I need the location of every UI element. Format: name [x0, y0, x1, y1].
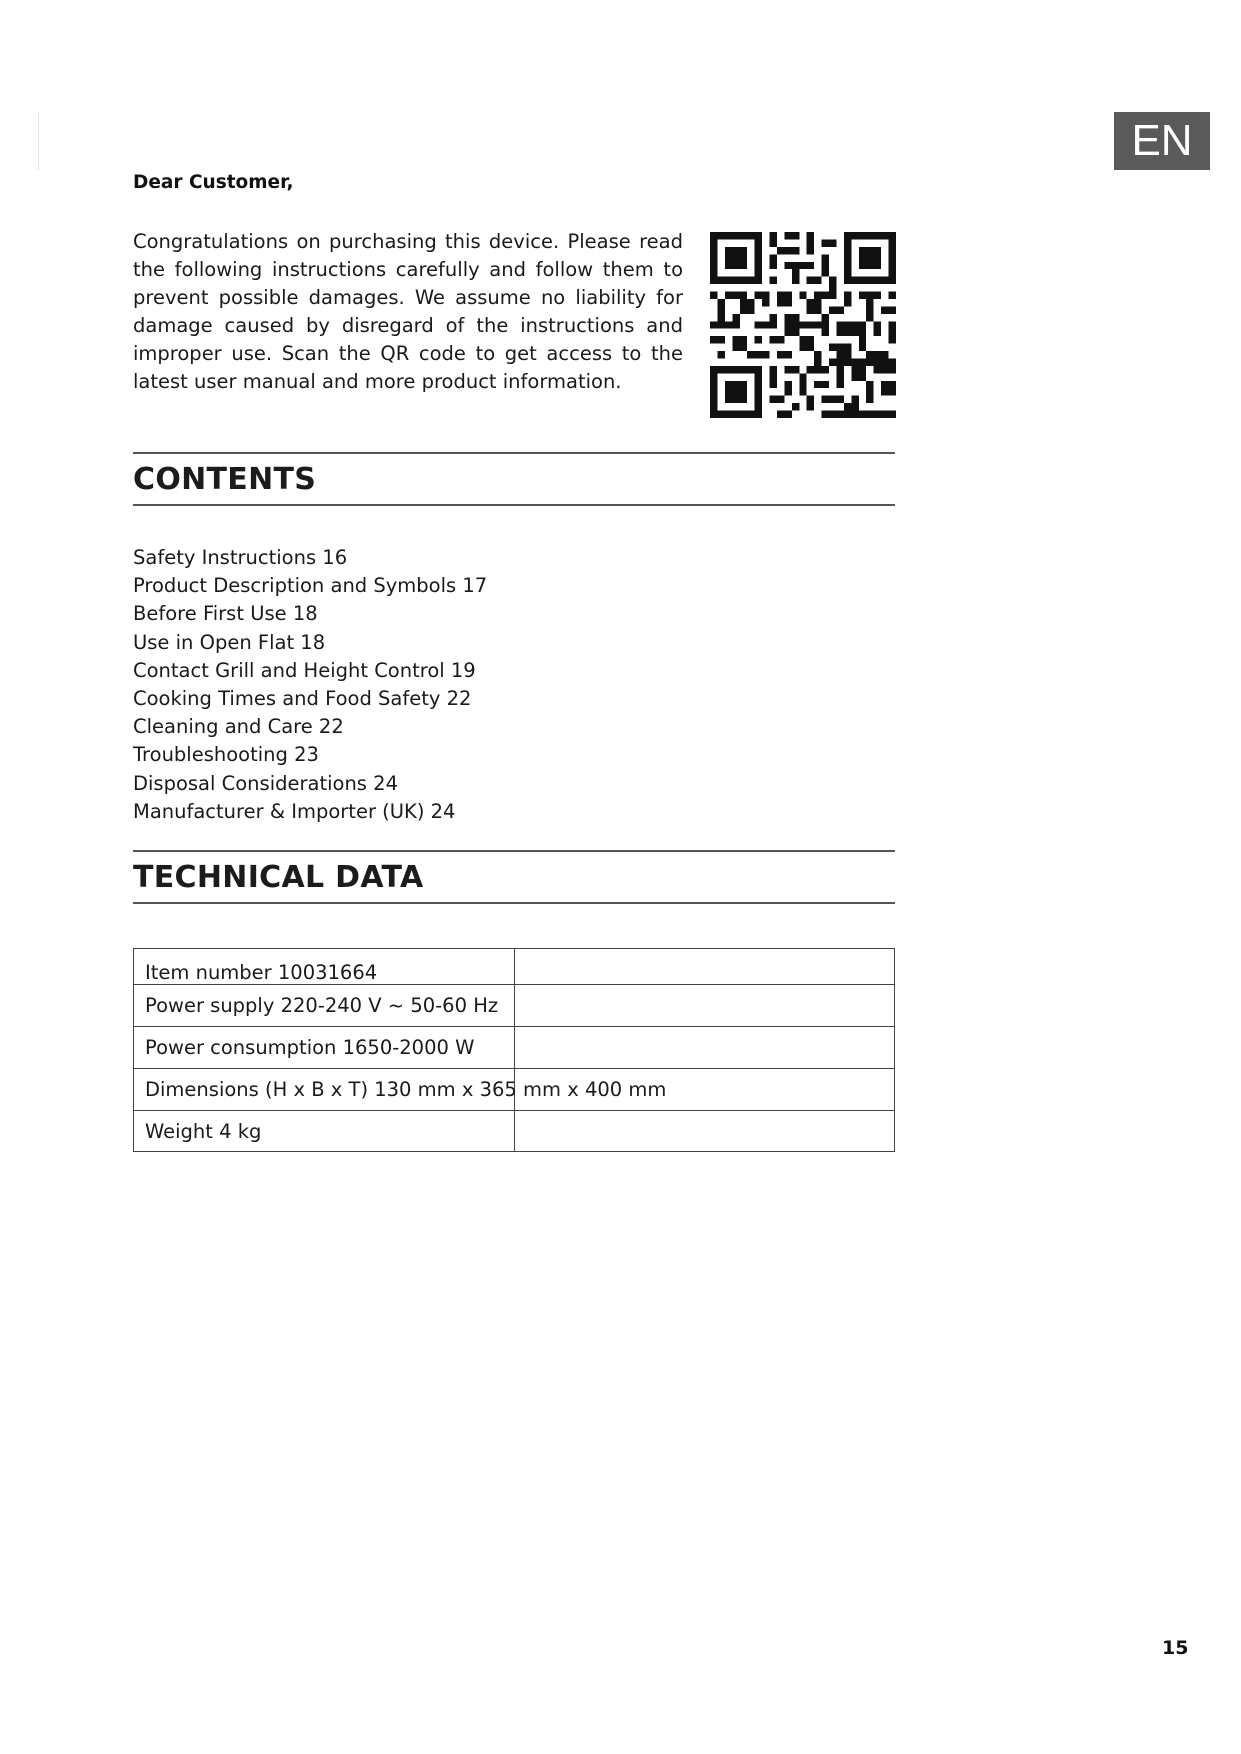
toc-item[interactable]: Manufacturer & Importer (UK) 24 [133, 799, 456, 823]
contents-list [133, 544, 487, 826]
toc-item[interactable]: Use in Open Flat 18 [133, 630, 326, 654]
toc-item[interactable]: Cleaning and Care 22 [133, 715, 344, 739]
table-row [134, 949, 895, 985]
intro-paragraph: Congratulations on purchasing this device. Please read the following instructions carefully and follow them to prevent possible damages. We assume no liability for damage caused by disregard of the instructions and improper use. Scan the QR code to get access to the latest user manual and more product information. [133, 230, 683, 393]
toc-item[interactable]: Troubleshooting 23 [133, 743, 319, 767]
qr-code-icon[interactable] [710, 232, 896, 418]
toc-item[interactable]: Contact Grill and Height Control 19 [133, 658, 476, 682]
toc-item[interactable]: Disposal Considerations 24 [133, 771, 398, 795]
table-row [134, 1069, 895, 1111]
contents-bottom-rule [133, 504, 895, 506]
toc-item[interactable]: Before First Use 18 [133, 602, 318, 626]
page-number: 15 [1162, 1637, 1189, 1659]
technical-data-table [133, 948, 895, 1152]
spec-value-cell [515, 1111, 895, 1152]
spec-cell: Item number 10031664 [134, 949, 515, 985]
margin-line [38, 112, 39, 170]
technical-data-bottom-rule [133, 902, 895, 904]
technical-data-top-rule [133, 850, 895, 852]
spec-value-cell [515, 985, 895, 1027]
toc-item[interactable]: Product Description and Symbols 17 [133, 574, 488, 598]
table-row [134, 1111, 895, 1152]
toc-item[interactable]: Cooking Times and Food Safety 22 [133, 687, 472, 711]
table-row [134, 1027, 895, 1069]
technical-data-title: TECHNICAL DATA [133, 860, 424, 895]
greeting: Dear Customer, [133, 172, 294, 193]
spec-cell: Dimensions (H x B x T) 130 mm x 365 mm x 400 mm [134, 1069, 515, 1111]
table-row [134, 985, 895, 1027]
spec-value-cell [515, 1027, 895, 1069]
spec-cell: Weight 4 kg [134, 1111, 515, 1152]
language-tab: EN [1114, 112, 1210, 170]
contents-title: CONTENTS [133, 462, 317, 497]
contents-top-rule [133, 452, 895, 454]
spec-value-cell [515, 949, 895, 985]
spec-cell: Power supply 220-240 V ~ 50-60 Hz [134, 985, 515, 1027]
toc-item[interactable]: Safety Instructions 16 [133, 546, 348, 569]
spec-cell: Power consumption 1650-2000 W [134, 1027, 515, 1069]
